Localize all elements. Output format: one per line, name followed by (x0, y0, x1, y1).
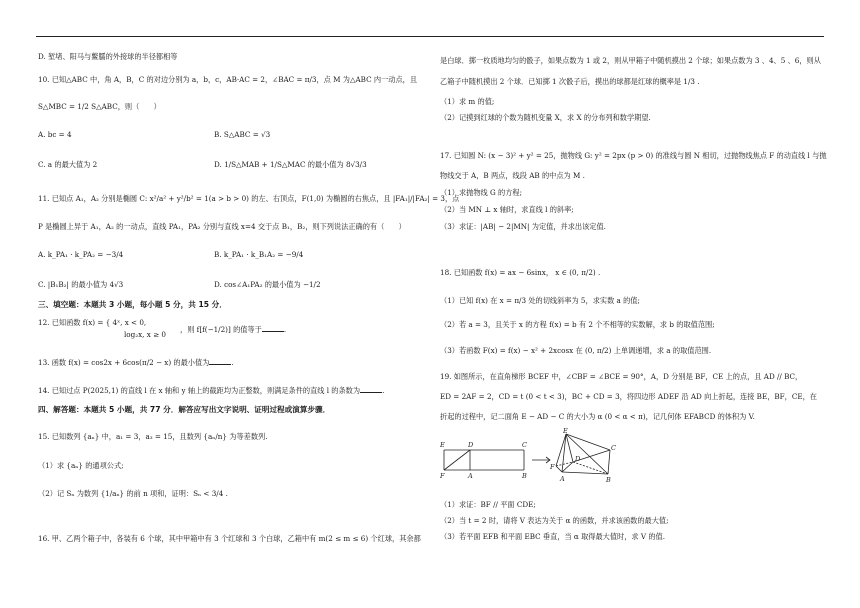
q16-cont-line2: 乙箱子中随机摸出 2 个球．已知掷 1 次骰子后，摸出的球都是红球的概率是 1/3 . (440, 77, 700, 86)
q16-part1: （1）求 m 的值; (440, 97, 495, 106)
q11-stem-line2: P 是椭圆上异于 A₁，A₂ 的一动点，直线 PA₁，PA₂ 分别与直线 x=4 交于点 B₁，B₂，则下列说法正确的有（ ） (38, 222, 406, 231)
q11-option-a: A. k_PA₁ · k_PA₂ = −3/4 (38, 250, 124, 259)
q18-stem: 18. 已知函数 f(x) = ax − 6sinx， x ∈ (0, π/2) . (440, 268, 601, 277)
left-fig-label-f: F (440, 472, 445, 480)
q19-stem-line3: 折起的过程中，记二面角 E − AD − C 的大小为 α (0 < α < π)，记几何体 EFABCD 的体积为 V. (440, 412, 755, 421)
right-fig-label-c: C (611, 444, 616, 452)
q17-part2: （2）当 MN ⊥ x 轴时，求直线 l 的斜率; (440, 205, 574, 214)
q15-part2: （2）记 Sₙ 为数列 {1/aₙ} 的前 n 项和，证明：Sₙ < 3/4 . (38, 489, 228, 498)
left-fig-label-d: D (468, 441, 474, 449)
flat-trapezoid (444, 450, 524, 470)
q19-part2: （2）当 t = 2 时，请将 V 表达为关于 α 的函数，并求该函数的最大值; (440, 516, 669, 525)
q16-cont-line1: 是白球．掷一枚质地均匀的骰子，如果点数为 1 或 2，则从甲箱子中随机摸出 2 个球；如果点数为 3 、4、5 、6，则从 (440, 56, 821, 65)
q11-option-d: D. cos∠A₁PA₂ 的最小值为 −1/2 (214, 280, 321, 289)
q19-figure (438, 428, 618, 494)
section-fill-in-heading: 三、填空题：本题共 3 小题，每小题 5 分，共 15 分． (38, 300, 227, 309)
q11-stem-line1: 11. 已知点 A₁，A₂ 分别是椭圆 C: x²/a² + y²/b² = 1(a > b > 0) 的左、右顶点，F(1,0) 为椭圆的右焦点，且 |FA₁|/|FA₂| = 3，点 (38, 194, 460, 203)
left-fig-label-c: C (522, 441, 527, 449)
right-fig-label-d: D (575, 455, 581, 463)
q19-part1: （1）求证：BF // 平面 CDE; (440, 500, 536, 509)
q17-part3: （3）求证：|AB| − 2|MN| 为定值，并求出该定值. (440, 222, 606, 231)
q19-stem-line1: 19. 如图所示，在直角梯形 BCEF 中，∠CBF = ∠BCE = 90°，A，D 分别是 BF，CE 上的点，且 AD // BC， (440, 372, 803, 381)
q12-line3: ，则 f[f(−1/2)] 的值等于 . (180, 325, 287, 334)
q15-stem: 15. 已知数列 {aₙ} 中，a₁ = 3，a₃ = 15，且数列 {aₙ/n} 为等差数列. (38, 432, 268, 441)
q13: 13. 函数 f(x) = cos2x + 6cos(π/2 − x) 的最小值为 . (38, 358, 234, 367)
q11-option-b: B. k_PA₁ · k_B₁A₂ = −9/4 (214, 250, 304, 259)
q13-text: 13. 函数 f(x) = cos2x + 6cos(π/2 − x) 的最小值为 (38, 358, 210, 367)
q18-part1: （1）已知 f(x) 在 x = π/3 处的切线斜率为 5，求实数 a 的值; (440, 296, 640, 305)
q9-option-d: D. 堑堵、阳马与鳖臑的外接球的半径都相等 (38, 52, 178, 61)
left-fig-label-e: E (440, 441, 445, 449)
q14-text: 14. 已知过点 P(2025,1) 的直线 l 在 x 轴和 y 轴上的截距均为正整数，则满足条件的直线 l 的条数为 (38, 386, 361, 395)
section-solution-heading: 四、解答题：本题共 5 小题，共 77 分．解答应写出文字说明、证明过程或演算步骤． (38, 405, 331, 414)
q19-part3: （3）若平面 EFB 和平面 EBC 垂直，当 α 取得最大值时，求 V 的值. (440, 532, 665, 541)
q12-line1: 12. 已知函数 f(x) = { 4ˣ, x < 0, (38, 318, 147, 327)
q12-tail: ，则 f[f(−1/2)] 的值等于 (180, 325, 262, 334)
q19-stem-line2: ED = 2AF = 2，CD = t (0 < t < 3)，BC + CD = 3，将四边形 ADEF 沿 AD 向上折起，连接 BE，BF，CE，在 (440, 392, 817, 401)
q18-part2: （2）若 a = 3，且关于 x 的方程 f(x) = b 有 2 个不相等的实数解，求 b 的取值范围; (440, 320, 715, 329)
q14: 14. 已知过点 P(2025,1) 的直线 l 在 x 轴和 y 轴上的截距均为正整数，则满足条件的直线 l 的条数为 . (38, 386, 385, 395)
folded-solid (556, 434, 610, 474)
q12-line2: log₂x, x ≥ 0 (124, 330, 166, 339)
q10-option-c: C. a 的最大值为 2 (38, 160, 98, 169)
q15-part1: （1）求 {aₙ} 的通项公式; (38, 461, 124, 470)
header-rule (36, 36, 824, 37)
right-fig-label-f: F (550, 463, 555, 471)
q17-stem-line1: 17. 已知圆 N: (x − 3)² + y² = 25，抛物线 G: y² = 2px (p > 0) 的准线与圆 N 相切，过抛物线焦点 F 的动直线 l 与抛 (440, 151, 827, 160)
fold-arrow (532, 457, 550, 463)
q16-stem: 16. 甲、乙两个箱子中，各装有 6 个球，其中甲箱中有 3 个红球和 3 个白球，乙箱中有 m(2 ≤ m ≤ 6) 个红球，其余都 (38, 534, 421, 543)
q10-option-d: D. 1/S△MAB + 1/S△MAC 的最小值为 8√3/3 (214, 160, 367, 169)
q10-stem-line2: S△MBC = 1/2 S△ABC，则（ ） (38, 102, 161, 111)
q10-option-b: B. S△ABC = √3 (214, 130, 271, 139)
q17-part1: （1）求抛物线 G 的方程; (440, 188, 522, 197)
right-fig-label-e: E (563, 428, 568, 435)
q17-stem-line2: 物线交于 A，B 两点，线段 AB 的中点为 M . (440, 171, 585, 180)
right-fig-label-a: A (560, 475, 565, 483)
q16-part2: （2）记摸到红球的个数为随机变量 X，求 X 的分布列和数学期望. (440, 113, 651, 122)
q10-stem-line1: 10. 已知△ABC 中，角 A，B，C 的对边分别为 a，b，c，AB·AC = 2，∠BAC = π/3，点 M 为△ABC 内一动点，且 (38, 75, 418, 84)
q12-answer-blank[interactable] (262, 324, 284, 332)
q18-part3: （3）若函数 F(x) = f(x) − x² + 2xcosx 在 (0, π/2) 上单调递增，求 a 的取值范围. (440, 346, 712, 355)
right-fig-label-b: B (606, 476, 611, 484)
q14-answer-blank[interactable] (360, 385, 382, 393)
q11-option-c: C. |B₁B₂| 的最小值为 4√3 (38, 280, 124, 289)
left-fig-label-a: A (468, 472, 473, 480)
left-fig-label-b: B (522, 472, 527, 480)
q10-option-a: A. bc = 4 (38, 130, 72, 139)
q13-answer-blank[interactable] (209, 357, 231, 365)
